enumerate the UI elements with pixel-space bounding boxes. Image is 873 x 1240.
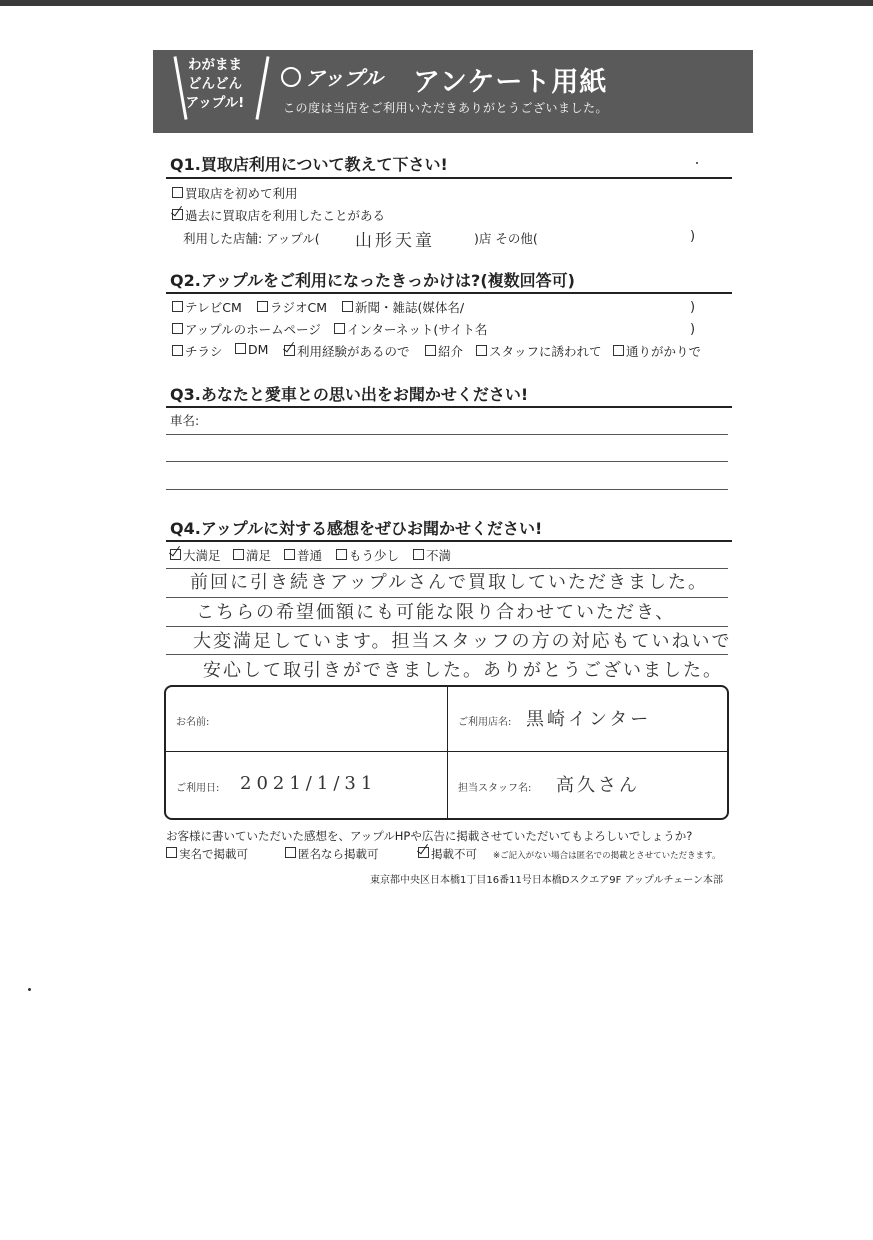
q2-option-experience[interactable]: 利用経験があるので [284, 342, 410, 360]
header-banner [153, 50, 753, 133]
checkbox-checked[interactable] [284, 345, 295, 356]
checkbox[interactable] [172, 323, 183, 334]
divider [447, 687, 448, 818]
checkbox-checked[interactable] [172, 209, 183, 220]
comment-line: こちらの希望価額にも可能な限り合わせていただき、 [196, 602, 676, 623]
q1-store-suffix: )店 その他( [474, 231, 538, 246]
permission-note: ※ご記入がない場合は匿名での掲載とさせていただきます。 [493, 851, 721, 861]
divider [166, 177, 732, 179]
q4-option-satisfied[interactable]: 満足 [233, 546, 271, 564]
checkbox[interactable] [336, 549, 347, 560]
q2-title: Q2.アップルをご利用になったきっかけは?(複数回答可) [170, 271, 575, 290]
q2-option-passing[interactable]: 通りがかりで [613, 342, 701, 360]
comment-line: 前回に引き続きアップルさんで買取していただきました。 [190, 572, 709, 593]
checkbox[interactable] [284, 549, 295, 560]
close-paren: ) [690, 300, 696, 315]
divider [166, 292, 732, 294]
name-label: お名前: [176, 717, 210, 728]
apple-logo-icon [281, 67, 301, 87]
q1-option-used-before[interactable]: 過去に買取店を利用したことがある [172, 206, 385, 224]
q4-option-dissatisfied[interactable]: 不満 [413, 546, 451, 564]
divider [166, 540, 732, 542]
q2-option-dm[interactable]: DM [235, 342, 268, 357]
q2-option-staff[interactable]: スタッフに誘われて [476, 342, 602, 360]
slogan-line: どんどん [188, 76, 242, 92]
checkbox[interactable] [166, 847, 177, 858]
checkbox[interactable] [342, 301, 353, 312]
checkbox-checked[interactable] [170, 549, 181, 560]
q2-option-homepage[interactable]: アップルのホームページ [172, 320, 321, 338]
q1-store-value: 山形天童 [355, 231, 435, 251]
q2-option-referral[interactable]: 紹介 [425, 342, 463, 360]
scan-edge [0, 0, 873, 6]
q4-option-bit-more[interactable]: もう少し [336, 546, 399, 564]
slogan-line: アップル! [185, 95, 245, 111]
q2-option-radio[interactable]: ラジオCM [257, 298, 327, 316]
permission-option-real-name[interactable]: 実名で掲載可 [166, 846, 248, 862]
comment-line: 安心して取引きができました。ありがとうございました。 [203, 660, 723, 681]
permission-option-anonymous[interactable]: 匿名なら掲載可 [285, 846, 379, 862]
divider [166, 406, 732, 408]
checkbox[interactable] [476, 345, 487, 356]
checkbox[interactable] [334, 323, 345, 334]
permission-option-not-allowed[interactable]: 掲載不可 [418, 846, 477, 862]
checkbox[interactable] [172, 301, 183, 312]
company-address: 東京都中央区日本橋1丁目16番11号日本橋Dスクエア9F アップルチェーン本部 [370, 875, 724, 886]
brand-logo: アップル [281, 62, 383, 91]
q4-title: Q4.アップルに対する感想をぜひお聞かせください! [170, 519, 543, 538]
slogan-line: わがまま [188, 57, 242, 73]
q2-option-flyer[interactable]: チラシ [172, 342, 223, 360]
checkbox[interactable] [233, 549, 244, 560]
q4-option-very-satisfied[interactable]: 大満足 [170, 546, 221, 564]
staff-label: 担当スタッフ名: [458, 783, 532, 794]
checkbox[interactable] [413, 549, 424, 560]
writing-line [166, 489, 728, 490]
store-value: 黒崎インター [526, 709, 652, 730]
checkbox[interactable] [285, 847, 296, 858]
checkbox[interactable] [613, 345, 624, 356]
staff-value: 高久さん [556, 775, 640, 796]
q1-option-first-time[interactable]: 買取店を初めて利用 [172, 184, 298, 202]
store-label: ご利用店名: [458, 717, 512, 728]
slogan [175, 56, 255, 113]
close-paren: ) [690, 229, 696, 244]
permission-question: お客様に書いていただいた感想を、アップルHPや広告に掲載させていただいてもよろしいでしょうか? [166, 829, 693, 843]
car-name-label: 車名: [170, 413, 200, 428]
close-paren: ) [690, 322, 696, 337]
writing-line [166, 461, 728, 462]
q2-option-tv[interactable]: テレビCM [172, 298, 242, 316]
customer-info-box [164, 685, 729, 820]
checkbox[interactable] [425, 345, 436, 356]
date-value: 2021/1/31 [240, 773, 378, 794]
checkbox[interactable] [235, 343, 246, 354]
writing-line [166, 434, 728, 435]
scan-speck [696, 162, 698, 164]
comment-line: 大変満足しています。担当スタッフの方の対応もていねいで [193, 631, 732, 652]
slash-decoration [255, 56, 269, 120]
q4-option-normal[interactable]: 普通 [284, 546, 322, 564]
q1-store-label: 利用した店舗: アップル( [183, 231, 320, 246]
writing-line [166, 654, 728, 655]
q3-title: Q3.あなたと愛車との思い出をお聞かせください! [170, 385, 529, 404]
checkbox-checked[interactable] [418, 847, 429, 858]
divider [166, 751, 727, 752]
q2-option-internet[interactable]: インターネット(サイト名 [334, 320, 487, 338]
checkbox[interactable] [172, 187, 183, 198]
scan-speck [28, 988, 31, 991]
q2-option-newspaper[interactable]: 新聞・雑誌(媒体名/ [342, 298, 464, 316]
date-label: ご利用日: [176, 783, 220, 794]
checkbox[interactable] [172, 345, 183, 356]
checkbox[interactable] [257, 301, 268, 312]
q1-title: Q1.買取店利用について教えて下さい! [170, 155, 448, 174]
page-subtitle: この度は当店をご利用いただきありがとうございました。 [283, 101, 609, 115]
page-title: アンケート用紙 [413, 67, 608, 98]
